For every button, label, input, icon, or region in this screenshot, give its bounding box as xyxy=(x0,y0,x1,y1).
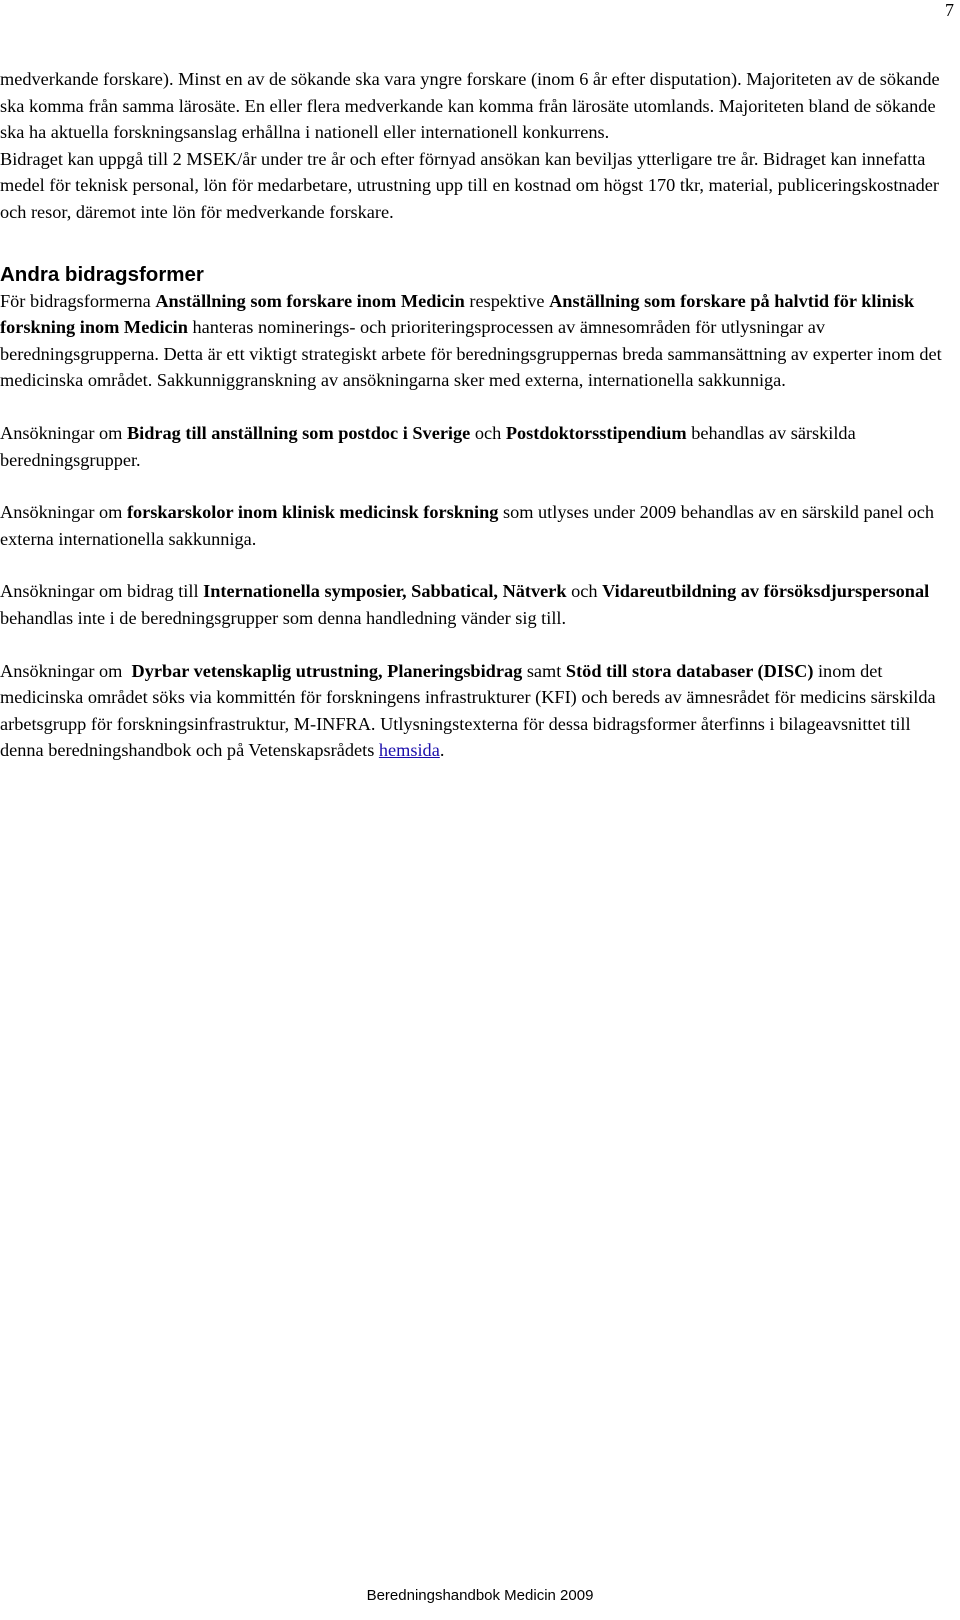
text-span: hanteras nominerings- och prioriteringsprocessen av ämnesområden för utlysningar av beredningsgrupperna. Detta är ett viktigt strategiskt arbete för beredningsgruppernas breda sammansättning av experter inom det medicinska området. Sakkunniggranskning av ansökningarna sker med externa, internationella sakkunniga. xyxy=(0,317,942,391)
text-span: behandlas inte i de beredningsgrupper som denna handledning vänder sig till. xyxy=(0,607,567,628)
text-span: Ansökningar om xyxy=(0,422,127,443)
paragraph-postdoc xyxy=(0,420,958,473)
hemsida-link[interactable]: hemsida xyxy=(378,740,440,761)
bold-term: Internationella symposier, Sabbatical, Nätverk xyxy=(203,581,567,602)
bold-term: Dyrbar vetenskaplig utrustning, Planeringsbidrag xyxy=(131,660,523,681)
document-body xyxy=(0,66,958,764)
bold-term: Stöd till stora databaser (DISC) xyxy=(565,660,814,681)
text-span: Ansökningar om xyxy=(0,502,127,523)
bold-term: Bidrag till anställning som postdoc i Sverige xyxy=(126,422,471,443)
text-span: inom det medicinska området söks via kommittén för forskningens infrastrukturer (KFI) och bereds av ämnesrådet för medicins särskilda arbetsgrupp för forskningsinfrastruktur, M-INFRA. Utlysningstexterna för dessa bidragsformer återfinns i bilageavsnittet till denna beredningshandbok och på Vetenskapsrådets xyxy=(0,660,936,761)
grant-amount-paragraph: Bidraget kan uppgå till 2 MSEK/år under tre år och efter förnyad ansökan kan beviljas ytterligare tre år. Bidraget kan innefatta medel för teknisk personal, lön för medarbetare, utrustning upp till en kostnad om högst 170 tkr, material, publiceringskostnader och resor, däremot inte lön för medverkande forskare. xyxy=(0,148,940,222)
bold-term: Vidareutbildning av försöksdjurspersonal xyxy=(602,581,930,602)
text-span: samt xyxy=(522,660,566,681)
text-span: respektive xyxy=(464,290,550,311)
text-span: och xyxy=(470,422,506,443)
paragraph-research-schools xyxy=(0,499,958,552)
paragraph-symposia xyxy=(0,578,958,631)
page-footer: Beredningshandbok Medicin 2009 xyxy=(366,1587,594,1604)
paragraph-employment xyxy=(0,288,958,394)
bold-term: Postdoktorsstipendium xyxy=(505,422,687,443)
bold-term: Anställning som forskare på halvtid för klinisk forskning inom Medicin xyxy=(0,290,915,338)
bold-term: Anställning som forskare inom Medicin xyxy=(155,290,465,311)
text-span: behandlas av särskilda beredningsgrupper. xyxy=(0,422,856,470)
intro-paragraph: medverkande forskare). Minst en av de sökande ska vara yngre forskare (inom 6 år efter disputation). Majoriteten av de sökande ska komma från samma lärosäte. En eller flera medverkande kan komma från lärosäte utomlands. Majoriteten bland de sökande ska ha aktuella forskningsanslag erhållna i nationell eller internationell konkurrens. xyxy=(0,69,940,143)
text-span: Ansökningar om xyxy=(0,660,132,681)
text-span: För bidragsformerna xyxy=(0,290,156,311)
paragraph-infrastructure xyxy=(0,658,958,764)
page-number: 7 xyxy=(945,0,954,20)
text-span: och xyxy=(566,581,603,602)
section-heading: Andra bidragsformer xyxy=(0,262,204,286)
text-span: Ansökningar om bidrag till xyxy=(0,581,204,602)
text-span: . xyxy=(439,740,445,761)
text-span: som utlyses under 2009 behandlas av en särskild panel och externa internationella sakkunniga. xyxy=(0,502,935,549)
bold-term: forskarskolor inom klinisk medicinsk forskning xyxy=(126,502,499,523)
